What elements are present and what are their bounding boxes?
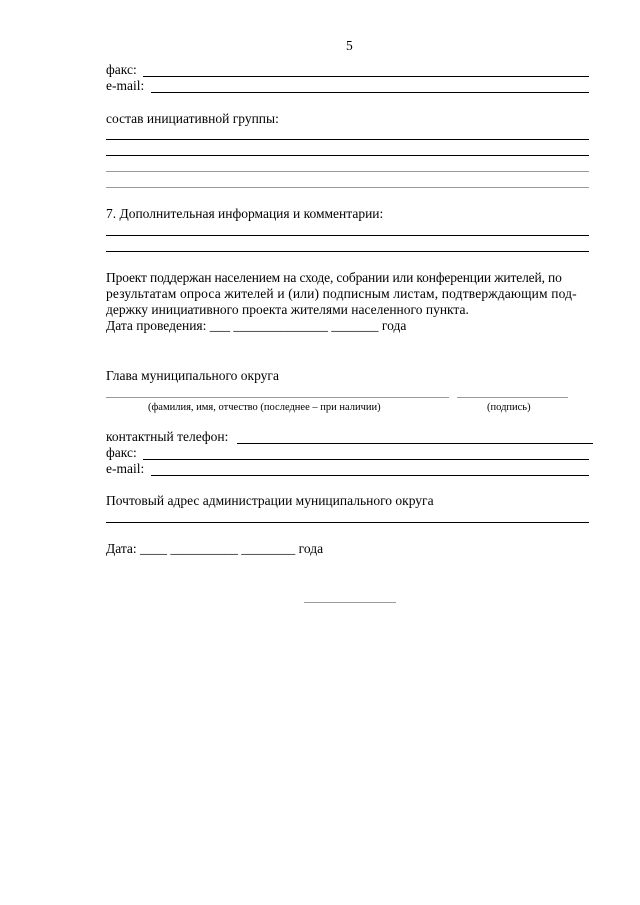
support-text-line-1: Проект поддержан населением на сходе, собрании или конференции жителей, по <box>106 270 562 285</box>
phone-label: контактный телефон: <box>106 429 229 444</box>
fax-field-line <box>143 76 589 77</box>
fax-label-bottom: факс: <box>106 445 137 460</box>
initiative-group-line-1 <box>106 139 589 140</box>
support-text-line-3: держку инициативного проекта жителями населенного пункта. <box>106 302 469 317</box>
initiative-group-line-3 <box>106 171 589 172</box>
support-text-line-2: результатам опроса жителей и (или) подписным листам, подтверждающим под- <box>106 286 577 301</box>
email-label-bottom: e-mail: <box>106 461 145 476</box>
section-7-line-2 <box>106 251 589 252</box>
initiative-group-line-4 <box>106 187 589 188</box>
head-name-caption: (фамилия, имя, отчество (последнее – при наличии) <box>148 402 381 413</box>
date-line: Дата: ____ __________ ________ года <box>106 541 324 556</box>
head-signature-line <box>457 397 568 398</box>
head-title: Глава муниципального округа <box>106 368 279 383</box>
postal-address-line <box>106 522 589 523</box>
phone-field-line <box>237 443 593 444</box>
section-7-heading: 7. Дополнительная информация и комментарии: <box>106 206 384 221</box>
section-7-line-1 <box>106 235 589 236</box>
support-date: Дата проведения: ___ ______________ _______ года <box>106 318 407 333</box>
head-signature-caption: (подпись) <box>487 402 531 413</box>
email-label: e-mail: <box>106 78 145 93</box>
fax-label: факс: <box>106 62 137 77</box>
head-name-line <box>106 397 449 398</box>
postal-address-label: Почтовый адрес администрации муниципального округа <box>106 493 434 508</box>
email-field-line-bottom <box>151 475 589 476</box>
end-separator <box>304 602 396 603</box>
fax-field-line-bottom <box>143 459 589 460</box>
email-field-line <box>151 92 589 93</box>
initiative-group-line-2 <box>106 155 589 156</box>
page-number: 5 <box>346 38 353 53</box>
initiative-group-label: состав инициативной группы: <box>106 111 279 126</box>
